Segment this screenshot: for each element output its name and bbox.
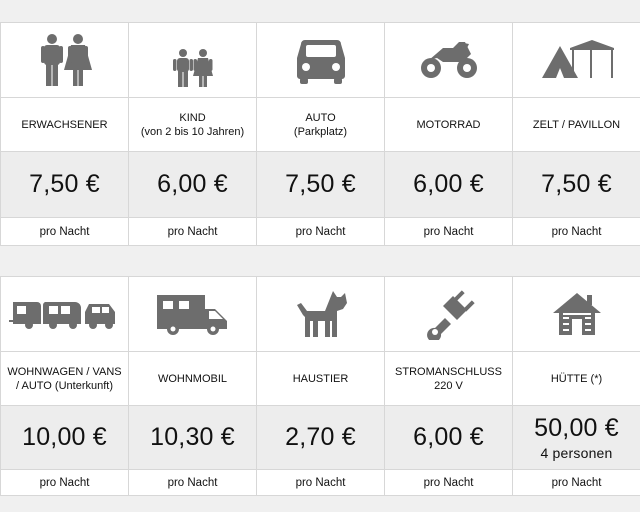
column-adults	[1, 22, 129, 246]
children-icon	[129, 22, 256, 98]
adults-icon	[1, 22, 128, 98]
unit: pro Nacht	[167, 225, 218, 238]
label: MOTORRAD	[416, 118, 481, 131]
label-sub: (von 2 bis 10 Jahren)	[140, 125, 245, 138]
price: 10,00 €	[22, 423, 107, 451]
price: 10,30 €	[150, 423, 235, 451]
unit: pro Nacht	[551, 476, 602, 489]
unit: pro Nacht	[423, 225, 474, 238]
column-motorhome	[129, 276, 257, 496]
column-hut	[513, 276, 640, 496]
dog-icon	[257, 276, 384, 352]
price-sub: 4 personen	[540, 445, 613, 461]
price: 7,50 €	[541, 170, 612, 198]
label: WOHNWAGEN / VANS	[7, 365, 122, 378]
price: 2,70 €	[285, 423, 356, 451]
unit: pro Nacht	[423, 476, 474, 489]
label: AUTO	[305, 111, 336, 124]
label-sub: 220 V	[434, 379, 463, 392]
price: 6,00 €	[157, 170, 228, 198]
column-motorcycle	[385, 22, 513, 246]
column-child	[129, 22, 257, 246]
price: 7,50 €	[285, 170, 356, 198]
label-sub: (Parkplatz)	[293, 125, 348, 138]
price: 7,50 €	[29, 170, 100, 198]
hut-icon	[513, 276, 640, 352]
price: 6,00 €	[413, 170, 484, 198]
label: ZELT / PAVILLON	[532, 118, 621, 131]
price-table-1	[0, 22, 640, 246]
label: ERWACHSENER	[21, 118, 108, 131]
unit: pro Nacht	[167, 476, 218, 489]
motorhome-icon	[129, 276, 256, 352]
car-icon	[257, 22, 384, 98]
unit: pro Nacht	[551, 225, 602, 238]
price: 50,00 €	[534, 414, 619, 442]
price: 6,00 €	[413, 423, 484, 451]
unit: pro Nacht	[295, 225, 346, 238]
tent-pavilion-icon	[513, 22, 640, 98]
price-table-2	[0, 276, 640, 496]
label-sub: / AUTO (Unterkunft)	[16, 379, 113, 392]
column-car	[257, 22, 385, 246]
unit: pro Nacht	[39, 225, 90, 238]
label: HÜTTE (*)	[550, 372, 603, 385]
column-pet	[257, 276, 385, 496]
column-power	[385, 276, 513, 496]
unit: pro Nacht	[39, 476, 90, 489]
label: HAUSTIER	[292, 372, 349, 385]
column-caravan	[1, 276, 129, 496]
caravan-van-car-icon	[1, 276, 128, 352]
power-plug-icon	[385, 276, 512, 352]
label: WOHNMOBIL	[157, 372, 228, 385]
motorcycle-icon	[385, 22, 512, 98]
unit: pro Nacht	[295, 476, 346, 489]
label: STROMANSCHLUSS	[395, 365, 502, 378]
column-tent	[513, 22, 640, 246]
label: KIND	[179, 111, 206, 124]
